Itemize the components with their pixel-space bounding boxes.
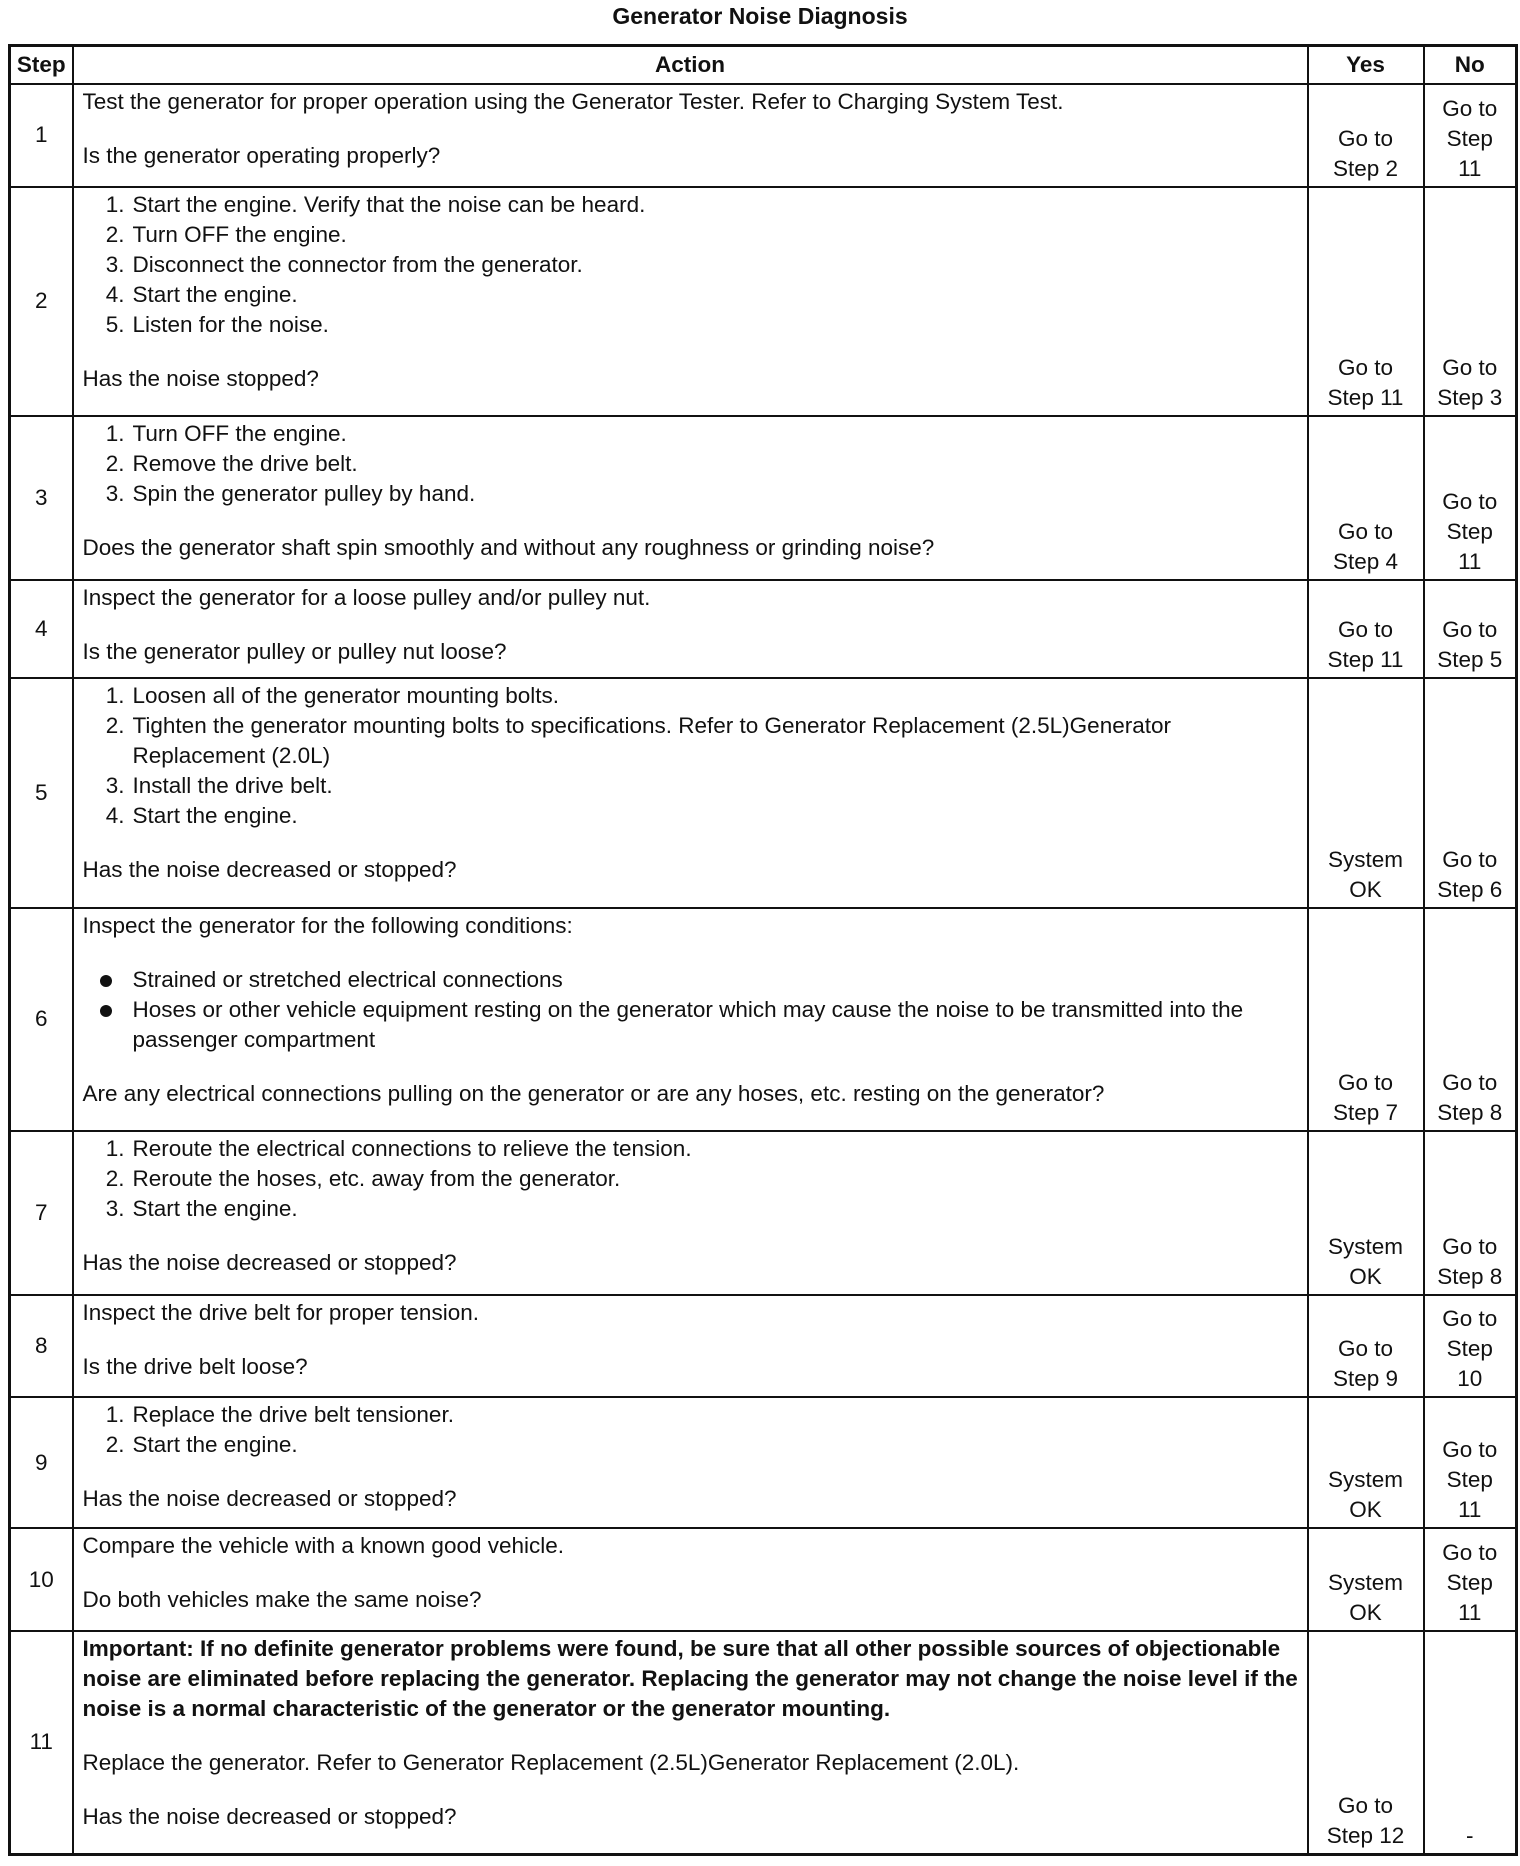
action-steps-list	[83, 190, 1299, 340]
no-result-line: Go to	[1442, 1437, 1498, 1463]
item-number: 2.	[105, 713, 125, 739]
table-row	[10, 187, 1517, 416]
action-step-item	[83, 1164, 1299, 1194]
yes-result-line: Go to	[1337, 519, 1394, 544]
condition-list	[83, 965, 1299, 1055]
header-no: No	[1424, 46, 1517, 85]
action-cell	[73, 187, 1308, 416]
item-text: Remove the drive belt.	[132, 451, 358, 477]
action-question: Is the drive belt loose?	[82, 1353, 308, 1379]
item-text: Turn OFF the engine.	[132, 421, 347, 447]
table-row	[10, 1528, 1517, 1631]
item-text: Tighten the generator mounting bolts to specifications. Refer to Generator Replacement (2.5L)Generator Replacement (2.0L)	[132, 713, 1171, 769]
step-number: 3	[10, 416, 73, 580]
yes-result-line: Step 9	[1332, 1366, 1399, 1392]
spacer	[83, 1724, 1299, 1748]
condition-item	[83, 965, 1299, 995]
step-number: 4	[10, 580, 73, 678]
action-step-item	[83, 220, 1299, 250]
table-row	[10, 84, 1517, 187]
yes-result	[1308, 1397, 1424, 1528]
no-result-line: Step	[1446, 1569, 1493, 1595]
yes-result	[1308, 1528, 1424, 1631]
item-text: Turn OFF the engine.	[132, 221, 347, 247]
item-text: Loosen all of the generator mounting bolts.	[132, 683, 560, 709]
item-number: 2.	[105, 221, 125, 247]
action-cell	[73, 908, 1308, 1131]
no-result-line: Step	[1446, 1467, 1493, 1493]
action-steps-list	[83, 419, 1299, 509]
table-row	[10, 678, 1517, 907]
item-text: Replace the drive belt tensioner.	[132, 1402, 454, 1428]
yes-result-line: Step 12	[1326, 1823, 1405, 1848]
item-number: 2.	[105, 1432, 125, 1458]
action-step-item	[83, 711, 1299, 771]
step-number: 10	[10, 1528, 73, 1631]
item-text: Start the engine.	[132, 1195, 298, 1221]
no-result-line: Go to	[1442, 846, 1498, 872]
action-instruction: Replace the generator. Refer to Generator Replacement (2.5L)Generator Replacement (2.0L).	[82, 1749, 1020, 1775]
action-steps-list	[83, 681, 1299, 831]
no-result-line: Step 5	[1437, 647, 1503, 673]
no-result-line: 11	[1458, 1599, 1482, 1625]
action-cell	[73, 416, 1308, 580]
yes-result-line: OK	[1349, 1497, 1382, 1523]
action-step-item	[83, 280, 1299, 310]
yes-result-line: OK	[1349, 876, 1382, 902]
no-result-line: Step 8	[1437, 1263, 1503, 1289]
action-cell	[73, 1631, 1308, 1855]
no-result	[1424, 1631, 1517, 1855]
action-instruction: Inspect the generator for the following conditions:	[82, 912, 573, 938]
spacer	[83, 117, 1299, 141]
item-number: 1.	[105, 421, 125, 447]
no-result	[1424, 1131, 1517, 1295]
item-number: 3.	[105, 251, 125, 277]
no-result	[1424, 84, 1517, 187]
action-question: Are any electrical connections pulling on the generator or are any hoses, etc. resting on the generator?	[82, 1080, 1105, 1106]
no-result-line: 11	[1458, 155, 1482, 181]
item-text: Spin the generator pulley by hand.	[132, 481, 476, 507]
action-step-item	[83, 250, 1299, 280]
yes-result	[1308, 908, 1424, 1131]
item-text: Start the engine.	[132, 1432, 298, 1458]
no-result-line: Step 3	[1437, 385, 1503, 411]
action-question: Is the generator pulley or pulley nut loose?	[82, 639, 507, 664]
action-step-item	[83, 190, 1299, 220]
yes-result-line: Go to	[1337, 125, 1394, 151]
condition-item	[83, 995, 1299, 1055]
no-result-line: Go to	[1442, 617, 1498, 643]
yes-result	[1308, 1631, 1424, 1855]
table-row	[10, 416, 1517, 580]
item-text: Strained or stretched electrical connections	[132, 966, 563, 992]
action-step-item	[83, 1134, 1299, 1164]
bullet-icon	[100, 1005, 112, 1017]
action-cell	[73, 1295, 1308, 1398]
yes-result-line: OK	[1349, 1263, 1382, 1289]
step-number: 5	[10, 678, 73, 907]
item-number: 1.	[105, 683, 125, 709]
yes-result-line: System	[1327, 1467, 1403, 1493]
yes-result	[1308, 678, 1424, 907]
action-step-item	[83, 801, 1299, 831]
yes-result-line: Go to	[1337, 355, 1394, 381]
action-question: Is the generator operating properly?	[82, 143, 441, 168]
action-steps-list	[83, 1134, 1299, 1224]
action-instruction: Inspect the drive belt for proper tension.	[82, 1299, 479, 1325]
no-result-line: Step	[1446, 125, 1493, 151]
no-result-line: Step 8	[1437, 1099, 1503, 1125]
action-cell	[73, 84, 1308, 187]
item-number: 2.	[105, 451, 125, 477]
item-number: 5.	[105, 311, 125, 337]
yes-result-line: System	[1327, 1569, 1403, 1595]
item-number: 1.	[105, 1135, 125, 1161]
no-result	[1424, 187, 1517, 416]
item-text: Listen for the noise.	[132, 311, 329, 337]
table-row	[10, 580, 1517, 678]
action-step-item	[83, 1400, 1299, 1430]
item-text: Start the engine. Verify that the noise can be heard.	[132, 191, 646, 217]
item-text: Disconnect the connector from the generator.	[132, 251, 583, 277]
item-text: Start the engine.	[132, 803, 298, 829]
yes-result-line: Go to	[1337, 1069, 1394, 1095]
yes-result-line: OK	[1349, 1599, 1382, 1625]
no-result-line: Go to	[1442, 355, 1498, 381]
table-row	[10, 1397, 1517, 1528]
yes-result-line: Go to	[1337, 617, 1394, 643]
no-result-line: Go to	[1442, 1539, 1498, 1565]
spacer	[83, 509, 1299, 533]
item-text: Hoses or other vehicle equipment resting on the generator which may cause the noise to be transmitted into the passenger compartment	[132, 996, 1244, 1052]
no-result-line: Go to	[1442, 1306, 1498, 1332]
yes-result-line: Step 11	[1327, 385, 1404, 411]
step-number: 11	[10, 1631, 73, 1855]
step-number: 6	[10, 908, 73, 1131]
item-number: 3.	[105, 481, 125, 507]
item-number: 4.	[105, 281, 125, 307]
action-instruction: Compare the vehicle with a known good vehicle.	[82, 1533, 565, 1559]
item-text: Start the engine.	[132, 281, 298, 307]
step-number: 8	[10, 1295, 73, 1398]
header-yes: Yes	[1308, 46, 1424, 85]
action-step-item	[83, 419, 1299, 449]
table-row	[10, 908, 1517, 1131]
action-step-item	[83, 1430, 1299, 1460]
no-result	[1424, 416, 1517, 580]
no-result-line: 11	[1458, 549, 1482, 574]
table-row	[10, 1131, 1517, 1295]
no-result	[1424, 1397, 1517, 1528]
yes-result	[1308, 84, 1424, 187]
action-steps-list	[83, 1400, 1299, 1460]
no-result	[1424, 908, 1517, 1131]
spacer	[83, 1778, 1299, 1802]
header-action: Action	[73, 46, 1308, 85]
action-instruction: Inspect the generator for a loose pulley and/or pulley nut.	[82, 585, 651, 610]
action-question: Has the noise stopped?	[82, 365, 319, 391]
item-number: 3.	[105, 773, 125, 799]
no-result-line: 10	[1457, 1366, 1483, 1392]
action-step-item	[83, 771, 1299, 801]
no-result-line: Go to	[1442, 1233, 1498, 1259]
spacer	[83, 941, 1299, 965]
step-number: 9	[10, 1397, 73, 1528]
yes-result	[1308, 1295, 1424, 1398]
no-result-line: -	[1466, 1823, 1474, 1848]
no-result-line: Go to	[1442, 489, 1498, 514]
header-row	[10, 46, 1517, 85]
item-text: Install the drive belt.	[132, 773, 333, 799]
item-number: 4.	[105, 803, 125, 829]
yes-result-line: System	[1327, 846, 1403, 872]
no-result-line: Step	[1446, 519, 1493, 544]
spacer	[83, 1224, 1299, 1248]
yes-result	[1308, 416, 1424, 580]
action-step-item	[83, 449, 1299, 479]
yes-result-line: Go to	[1337, 1793, 1394, 1818]
no-result	[1424, 1295, 1517, 1398]
action-cell	[73, 1397, 1308, 1528]
action-cell	[73, 1528, 1308, 1631]
yes-result-line: Step 2	[1332, 155, 1399, 181]
header-step: Step	[10, 46, 73, 85]
no-result-line: Go to	[1442, 1069, 1498, 1095]
no-result	[1424, 1528, 1517, 1631]
action-question: Do both vehicles make the same noise?	[82, 1587, 482, 1613]
item-number: 2.	[105, 1165, 125, 1191]
no-result-line: Step	[1446, 1336, 1493, 1362]
spacer	[83, 613, 1299, 637]
step-number: 7	[10, 1131, 73, 1295]
spacer	[83, 340, 1299, 364]
step-number: 1	[10, 84, 73, 187]
spacer	[83, 1460, 1299, 1484]
item-number: 1.	[105, 1402, 125, 1428]
action-step-item	[83, 1194, 1299, 1224]
spacer	[83, 1328, 1299, 1352]
action-question: Does the generator shaft spin smoothly and without any roughness or grinding noise?	[82, 535, 935, 561]
action-question: Has the noise decreased or stopped?	[82, 857, 457, 883]
spacer	[83, 831, 1299, 855]
item-text: Reroute the hoses, etc. away from the generator.	[132, 1165, 621, 1191]
table-row	[10, 1631, 1517, 1855]
yes-result-line: System	[1327, 1233, 1403, 1259]
yes-result	[1308, 187, 1424, 416]
yes-result	[1308, 580, 1424, 678]
page-title: Generator Noise Diagnosis	[612, 3, 908, 29]
no-result-line: Go to	[1442, 95, 1498, 121]
action-question: Has the noise decreased or stopped?	[82, 1803, 457, 1829]
action-cell	[73, 678, 1308, 907]
action-instruction: Test the generator for proper operation using the Generator Tester. Refer to Charging System Test.	[82, 89, 1064, 114]
action-question: Has the noise decreased or stopped?	[82, 1249, 457, 1275]
step-number: 2	[10, 187, 73, 416]
table-row	[10, 1295, 1517, 1398]
diagnosis-table	[8, 44, 1518, 1856]
item-number: 1.	[105, 191, 125, 217]
important-note: Important: If no definite generator problems were found, be sure that all other possible sources of objectionable noise are eliminated before replacing the generator. Replacing the generator may not change the noise level if the noise is a normal characteristic of the generator or the generator mounting.	[82, 1635, 1298, 1721]
action-step-item	[83, 310, 1299, 340]
item-text: Reroute the electrical connections to relieve the tension.	[132, 1135, 692, 1161]
action-question: Has the noise decreased or stopped?	[82, 1486, 457, 1512]
yes-result-line: Step 11	[1327, 647, 1404, 673]
yes-result-line: Step 4	[1332, 549, 1399, 574]
no-result	[1424, 678, 1517, 907]
action-cell	[73, 1131, 1308, 1295]
yes-result	[1308, 1131, 1424, 1295]
action-step-item	[83, 479, 1299, 509]
action-cell	[73, 580, 1308, 678]
bullet-icon	[100, 975, 112, 987]
action-step-item	[83, 681, 1299, 711]
spacer	[83, 1055, 1299, 1079]
item-number: 3.	[105, 1195, 125, 1221]
no-result-line: Step 6	[1437, 876, 1503, 902]
no-result	[1424, 580, 1517, 678]
spacer	[83, 1561, 1299, 1585]
yes-result-line: Go to	[1337, 1336, 1394, 1362]
no-result-line: 11	[1458, 1497, 1482, 1523]
yes-result-line: Step 7	[1332, 1099, 1399, 1125]
